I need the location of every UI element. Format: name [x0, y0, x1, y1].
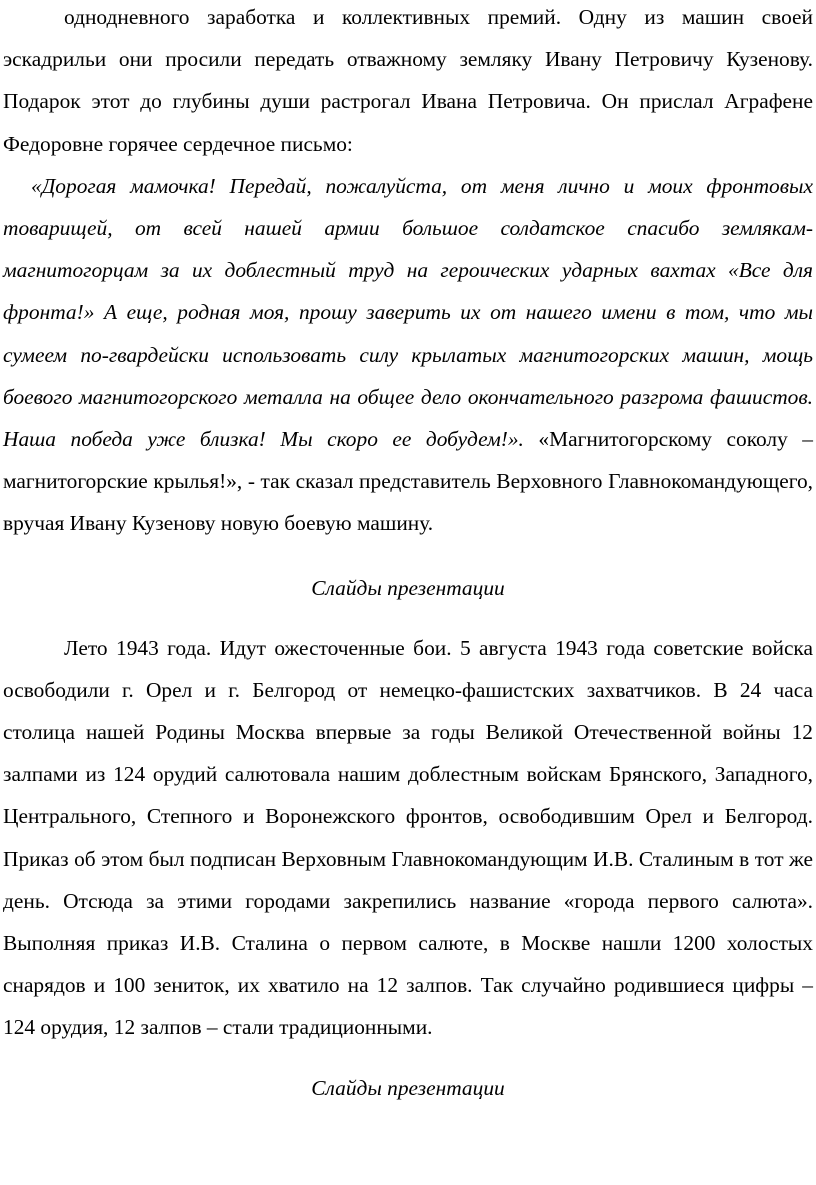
- letter-paragraph: [3, 165, 813, 545]
- section-heading: Слайды презентации: [311, 575, 505, 600]
- letter-followup-text: «Магнитогорскому соколу – магнитогорские крылья!», - так сказал представитель Верховного Главнокомандующего, вручая Ивану Кузенову новую боевую машину.: [3, 427, 813, 536]
- section-heading: Слайды презентации: [311, 1075, 505, 1100]
- letter-quote: «Дорогая мамочка! Передай, пожалуйста, от меня лично и моих фронтовых товарищей, от всей нашей армии большое солдатское спасибо землякам-магнитогорцам за их доблестный труд на героических ударных вахтах «Все для фронта!» А еще, родная моя, прошу заверить их от нашего имени в том, что мы сумеем по-гвардейски использовать силу крылатых магнитогорских машин, мощь боевого магнитогорского металла на общее дело окончательного разгрома фашистов. Наша победа уже близка! Мы скоро ее добудем!».: [3, 173, 813, 452]
- body-paragraph: Лето 1943 года. Идут ожесточенные бои. 5 августа 1943 года советские войска освободили г. Орел и г. Белгород от немецко-фашистских захватчиков. В 24 часа столица нашей Родины Москва впервые за годы Великой Отечественной войны 12 залпами из 124 орудий салютовала нашим доблестным войскам Брянского, Западного, Центрального, Степного и Воронежского фронтов, освободившим Орел и Белгород. Приказ об этом был подписан Верховным Главнокомандующим И.В. Сталиным в тот же день. Отсюда за этими городами закрепились название «города первого салюта». Выполняя приказ И.В. Сталина о первом салюте, в Москве нашли 1200 холостых снарядов и 100 зениток, их хватило на 12 залпов. Так случайно родившиеся цифры – 124 орудия, 12 залпов – стали традиционными.: [3, 635, 813, 1040]
- body-paragraph: однодневного заработка и коллективных премий. Одну из машин своей эскадрильи они просили передать отважному земляку Ивану Петровичу Кузенову. Подарок этот до глубины души растрогал Ивана Петровича. Он прислал Аграфене Федоровне горячее сердечное письмо:: [3, 5, 813, 156]
